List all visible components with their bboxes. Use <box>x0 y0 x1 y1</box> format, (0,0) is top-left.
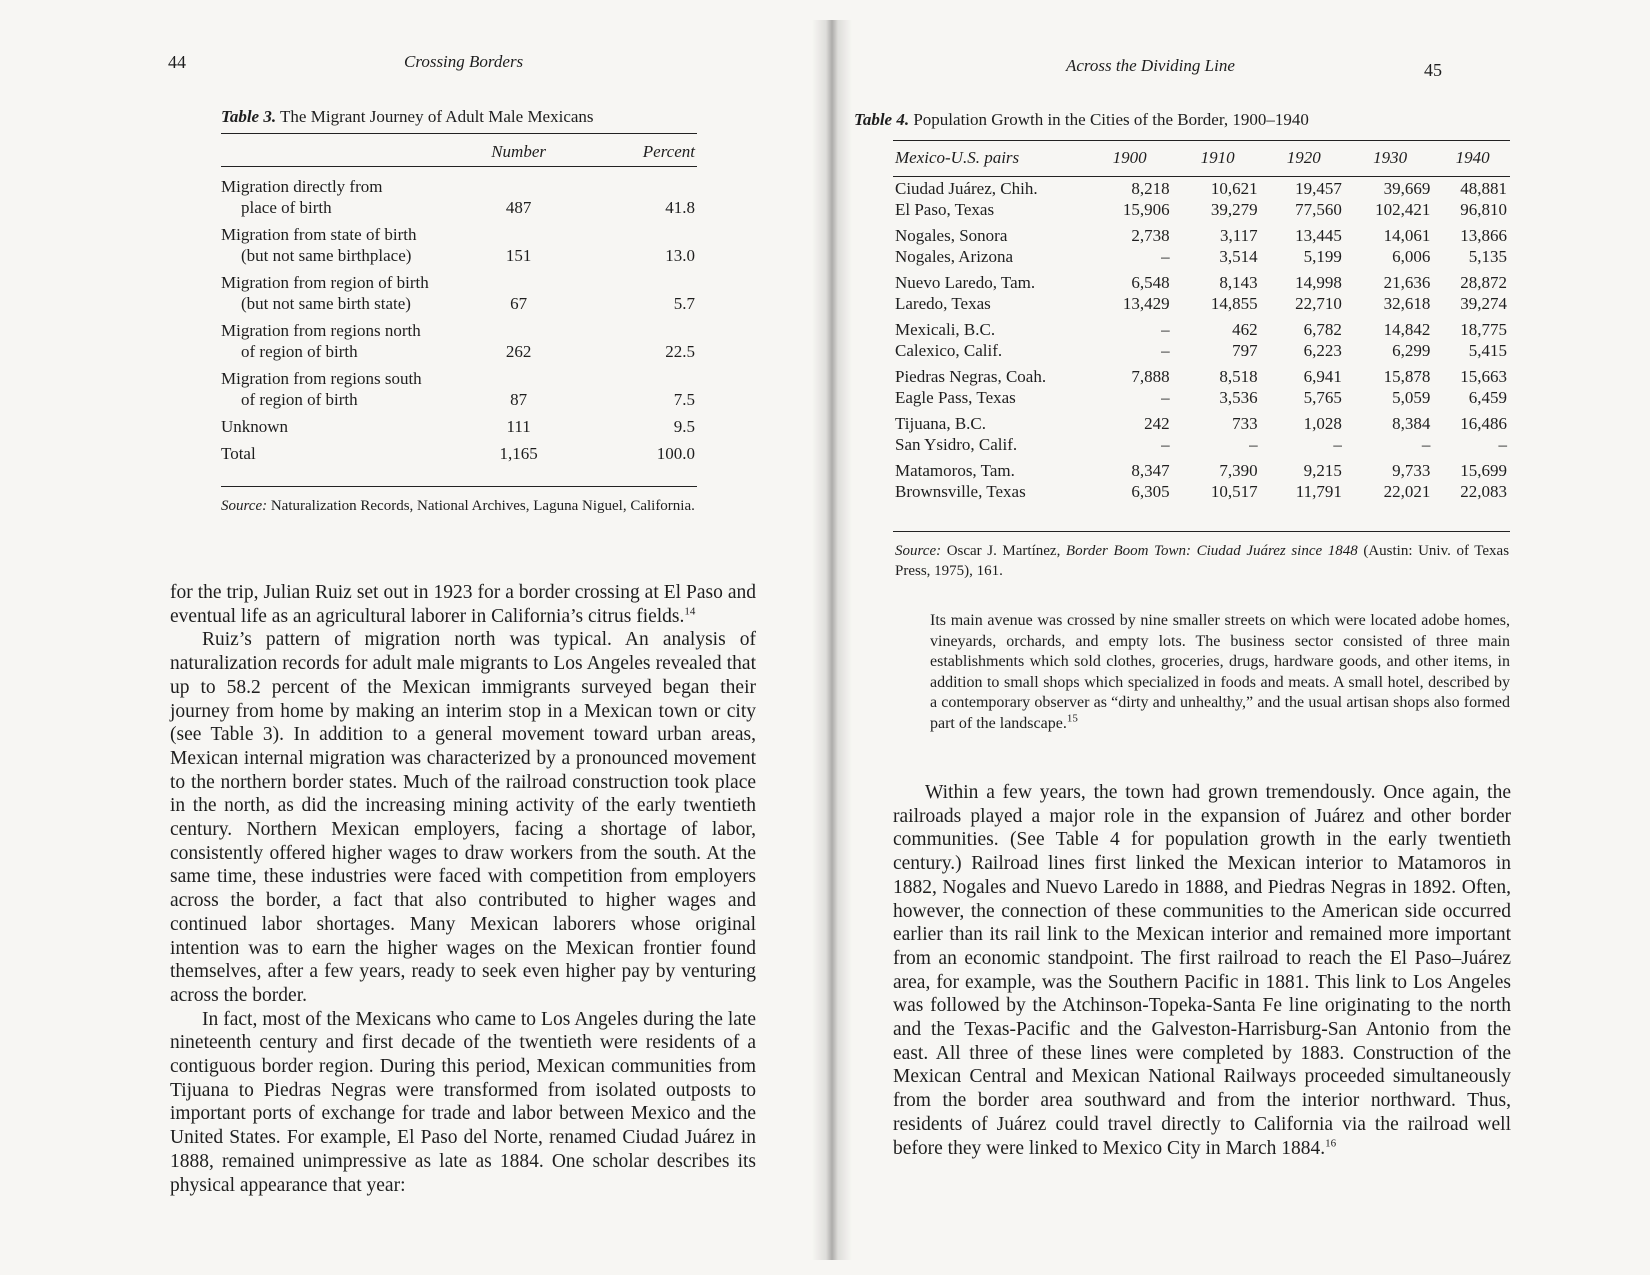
population: 3,117 <box>1220 226 1258 245</box>
population: 5,765 <box>1303 388 1342 407</box>
paragraph-text: Within a few years, the town had grown tremendously. Once again, the railroads played a major role in the expansion of Juárez and other border communities. (See Table 4 for population growth in the early twentieth century.) Railroad lines first linked the Mexican interior to Matamoros in 1882, Nogales and Nuevo Laredo in 1888, and Piedras Negras in 1892. Often, however, the connection of these communities to the American side occurred earlier than its rail link to the Mexican interior and remained more important from an economic standpoint. The first railroad to reach the El Paso–Juárez area, for example, was the Southern Pacific in 1881. This link to Los Angeles was followed by the Atchinson-Topeka-Santa Fe line originating to the north and the Texas-Pacific and the Galveston-Harrisburg-San Antonio from the east. All three of these lines were completed by 1883. Construction of the Mexican Central and Mexican National Railways proceeded simultaneously from the border area southward and from the interior northward. Thus, residents of Juárez could travel directly to California via the railroad well before they were linked to Mexico City in March 1884. <box>893 782 1511 1159</box>
population: 96,810 <box>1460 200 1507 219</box>
population: 2,738 <box>1131 226 1170 245</box>
running-head: Crossing Borders <box>404 52 524 71</box>
population: 5,135 <box>1468 247 1507 266</box>
row-percent: 9.5 <box>673 417 695 436</box>
population: 15,878 <box>1383 367 1431 386</box>
row-percent: 41.8 <box>665 198 695 217</box>
population: 6,305 <box>1131 482 1170 501</box>
footnote-ref: 15 <box>1066 712 1078 725</box>
table3-top-rule <box>221 133 697 134</box>
row-label-cont: of region of birth <box>241 342 358 361</box>
row-percent: 5.7 <box>673 294 695 313</box>
row-label-cont: (but not same birth state) <box>241 294 411 313</box>
table4-group <box>895 173 1511 220</box>
table4-caption <box>854 110 1309 130</box>
source-label: Source: <box>221 498 268 514</box>
population: 39,279 <box>1210 200 1258 219</box>
table4-header-year: 1900 <box>1112 148 1147 167</box>
population: 5,415 <box>1468 341 1507 360</box>
row-number: 1,165 <box>499 444 538 463</box>
population: 22,710 <box>1295 294 1342 313</box>
block-quote <box>930 611 1510 734</box>
population: 9,215 <box>1303 461 1342 480</box>
city-name: San Ysidro, Calif. <box>895 435 1018 454</box>
table4-title: Population Growth in the Cities of the Border, 1900–1940 <box>913 110 1309 129</box>
population: 19,457 <box>1295 179 1342 198</box>
population: 797 <box>1232 341 1258 360</box>
population: 21,636 <box>1383 273 1431 292</box>
row-label: Migration from state of birth <box>221 225 417 244</box>
population: 9,733 <box>1392 461 1431 480</box>
population: 6,299 <box>1392 341 1431 360</box>
table4-header-pairs: Mexico-U.S. pairs <box>895 148 1020 167</box>
population: 14,855 <box>1210 294 1258 313</box>
table3-header-blank <box>221 142 466 170</box>
population: 7,888 <box>1131 367 1170 386</box>
population: 462 <box>1232 320 1258 339</box>
row-label: Migration from region of birth <box>221 273 429 292</box>
table4-header-row <box>895 143 1511 173</box>
table3 <box>221 142 697 464</box>
population: 77,560 <box>1295 200 1342 219</box>
table3-title: The Migrant Journey of Adult Male Mexicans <box>280 107 594 126</box>
table4-bottom-rule <box>893 531 1510 532</box>
table4-group <box>895 408 1511 455</box>
city-name: El Paso, Texas <box>895 200 995 219</box>
population: 14,842 <box>1383 320 1431 339</box>
paragraph <box>893 781 1511 1160</box>
left-body-text <box>170 581 756 1197</box>
city-name: Matamoros, Tam. <box>895 461 1015 480</box>
paragraph <box>170 628 756 1007</box>
row-number: 487 <box>505 198 532 217</box>
population: 242 <box>1144 414 1170 433</box>
population: 6,548 <box>1131 273 1170 292</box>
table4-group <box>895 220 1511 267</box>
population: 8,518 <box>1219 367 1258 386</box>
city-name: Laredo, Texas <box>895 294 991 313</box>
table3-bottom-rule <box>221 486 697 487</box>
population: 13,445 <box>1295 226 1342 245</box>
table4-header-year: 1940 <box>1455 148 1490 167</box>
row-label: Migration directly from <box>221 177 383 196</box>
table4-header-year: 1920 <box>1286 148 1321 167</box>
population: 39,669 <box>1383 179 1431 198</box>
table3-row-total <box>221 437 697 464</box>
source-label: Source: <box>895 543 942 559</box>
row-number: 262 <box>505 342 532 361</box>
population: 18,775 <box>1460 320 1507 339</box>
city-name: Mexicali, B.C. <box>895 320 996 339</box>
population: 8,143 <box>1219 273 1258 292</box>
paragraph <box>170 581 756 628</box>
population: 10,621 <box>1210 179 1258 198</box>
population: 48,881 <box>1460 179 1507 198</box>
page-number: 45 <box>1424 60 1442 80</box>
city-name: Eagle Pass, Texas <box>895 388 1016 407</box>
paragraph-text: for the trip, Julian Ruiz set out in 1923 for a border crossing at El Paso and eventual life as an agricultural laborer in California’s citrus fields. <box>170 582 756 627</box>
population: 13,429 <box>1122 294 1170 313</box>
city-name: Tijuana, B.C. <box>895 414 987 433</box>
population: 6,941 <box>1303 367 1342 386</box>
population: 5,059 <box>1392 388 1431 407</box>
population: 28,872 <box>1460 273 1507 292</box>
footnote-ref: 16 <box>1325 1137 1337 1150</box>
row-label-cont: (but not same birthplace) <box>241 246 412 265</box>
population: 39,274 <box>1460 294 1507 313</box>
table3-number: Table 3. <box>221 107 277 126</box>
city-name: Brownsville, Texas <box>895 482 1026 501</box>
table4-header-year: 1910 <box>1200 148 1235 167</box>
population: 32,618 <box>1383 294 1431 313</box>
source-title: Border Boom Town: Ciudad Juárez since 1848 <box>1065 543 1358 559</box>
table4-group <box>895 455 1511 502</box>
paragraph <box>170 1008 756 1198</box>
population: – <box>1161 320 1170 339</box>
quote-paragraph <box>930 611 1510 734</box>
city-name: Piedras Negras, Coah. <box>895 367 1047 386</box>
row-label: Total <box>221 444 256 463</box>
population: – <box>1498 435 1507 454</box>
row-label-cont: place of birth <box>241 198 332 217</box>
population: 15,906 <box>1122 200 1170 219</box>
table4-group <box>895 314 1511 361</box>
table3-caption <box>221 107 594 127</box>
table3-row <box>221 410 697 437</box>
population: 6,223 <box>1303 341 1342 360</box>
row-label: Unknown <box>221 417 289 436</box>
row-percent: 22.5 <box>665 342 695 361</box>
population: – <box>1421 435 1431 454</box>
row-label: Migration from regions south <box>221 369 422 388</box>
population: 14,061 <box>1383 226 1431 245</box>
population: 733 <box>1232 414 1258 433</box>
page-number: 44 <box>168 52 186 72</box>
population: 22,021 <box>1383 482 1431 501</box>
population: 7,390 <box>1219 461 1258 480</box>
table3-row <box>221 218 697 266</box>
source-rest: (Austin: Univ. of Texas Press, 1975), 161. <box>895 543 1510 579</box>
city-name: Ciudad Juárez, Chih. <box>895 179 1038 198</box>
row-number: 67 <box>510 294 528 313</box>
population: 16,486 <box>1460 414 1507 433</box>
table4-group <box>895 267 1511 314</box>
city-name: Nogales, Arizona <box>895 247 1014 266</box>
city-name: Calexico, Calif. <box>895 341 1003 360</box>
table3-row <box>221 362 697 410</box>
row-number: 111 <box>506 417 531 436</box>
row-percent: 7.5 <box>673 390 695 409</box>
population: 3,536 <box>1219 388 1258 407</box>
population: 14,998 <box>1295 273 1342 292</box>
population: 8,347 <box>1131 461 1170 480</box>
paragraph-text: Ruiz’s pattern of migration north was typical. An analysis of naturalization records for adult male migrants to Los Angeles revealed that up to 58.2 percent of the Mexican immigrants surveyed began their journey from home by making an interim stop in a Mexican town or city (see Table 3). In addition to a general movement toward urban areas, Mexican internal migration was characterized by a pronounced movement to the northern border states. Much of the railroad construction took place in the north, as did the increasing mining activity of the early twentieth century. Northern Mexican employers, facing a shortage of labor, consistently offered higher wages to draw workers from the south. At the same time, these industries were faced with competition from employers across the border, a fact that also contributed to higher wages and continued labor shortages. Many Mexican laborers whose original intention was to earn the higher wages on the Mexican frontier found themselves, after a few years, ready to seek even higher pay by venturing across the border. <box>170 629 756 1006</box>
population: 11,791 <box>1295 482 1342 501</box>
population: 6,006 <box>1392 247 1431 266</box>
running-head: Across the Dividing Line <box>1066 56 1235 75</box>
table3-row <box>221 266 697 314</box>
population: 13,866 <box>1460 226 1507 245</box>
row-number: 87 <box>510 390 528 409</box>
population: 1,028 <box>1303 414 1342 433</box>
table3-header-percent: Percent <box>642 142 695 161</box>
population: 3,514 <box>1219 247 1258 266</box>
population: 10,517 <box>1210 482 1258 501</box>
table3-row <box>221 314 697 362</box>
source-author: Oscar J. Martínez, <box>946 543 1061 559</box>
population: 102,421 <box>1375 200 1431 219</box>
population: 22,083 <box>1460 482 1507 501</box>
population: – <box>1161 435 1170 454</box>
population: 5,199 <box>1303 247 1342 266</box>
table3-row <box>221 170 697 218</box>
source-text: Naturalization Records, National Archives, Laguna Niguel, California. <box>270 498 695 514</box>
population: 6,782 <box>1303 320 1342 339</box>
paragraph-text: In fact, most of the Mexicans who came to Los Angeles during the late nineteenth century and first decade of the twentieth were residents of a contiguous border region. During this period, Mexican communities from Tijuana to Piedras Negras were transformed from isolated outposts to important ports of exchange for trade and labor between Mexico and the United States. For example, El Paso del Norte, renamed Ciudad Juárez in 1888, remained unimpressive as late as 1884. One scholar describes its physical appearance that year: <box>170 1008 756 1196</box>
table4-header-year: 1930 <box>1373 148 1408 167</box>
population: 6,459 <box>1468 388 1507 407</box>
row-label-cont: of region of birth <box>241 390 358 409</box>
row-number: 151 <box>505 246 532 265</box>
row-percent: 13.0 <box>665 246 695 265</box>
table4-group <box>895 361 1511 408</box>
population: 15,699 <box>1460 461 1507 480</box>
table4-source <box>895 541 1509 581</box>
table3-header-number: Number <box>491 142 546 161</box>
population: – <box>1161 341 1170 360</box>
table4-top-rule <box>893 140 1510 141</box>
population: 8,218 <box>1131 179 1170 198</box>
population: 8,384 <box>1392 414 1431 433</box>
table3-source <box>221 496 697 516</box>
city-name: Nuevo Laredo, Tam. <box>895 273 1036 292</box>
population: – <box>1249 435 1258 454</box>
population: – <box>1161 247 1170 266</box>
quote-text: Its main avenue was crossed by nine smaller streets on which were located adobe homes, vineyards, orchards, and empty lots. The business sector consisted of three main establishments which sold clothes, groceries, drugs, hardware goods, and other items, in addition to small shops which specialized in foods and meats. A small hotel, described by a contemporary observer as “dirty and unhealthy,” and the usual artisan shops also formed part of the landscape. <box>930 612 1510 732</box>
population: – <box>1333 435 1342 454</box>
population: 15,663 <box>1460 367 1507 386</box>
row-percent: 100.0 <box>656 444 695 463</box>
table4 <box>895 143 1511 502</box>
population: – <box>1161 388 1170 407</box>
right-body-text <box>893 781 1511 1160</box>
table4-number: Table 4. <box>854 110 910 129</box>
row-label: Migration from regions north <box>221 321 421 340</box>
city-name: Nogales, Sonora <box>895 226 1008 245</box>
footnote-ref: 14 <box>684 605 696 618</box>
